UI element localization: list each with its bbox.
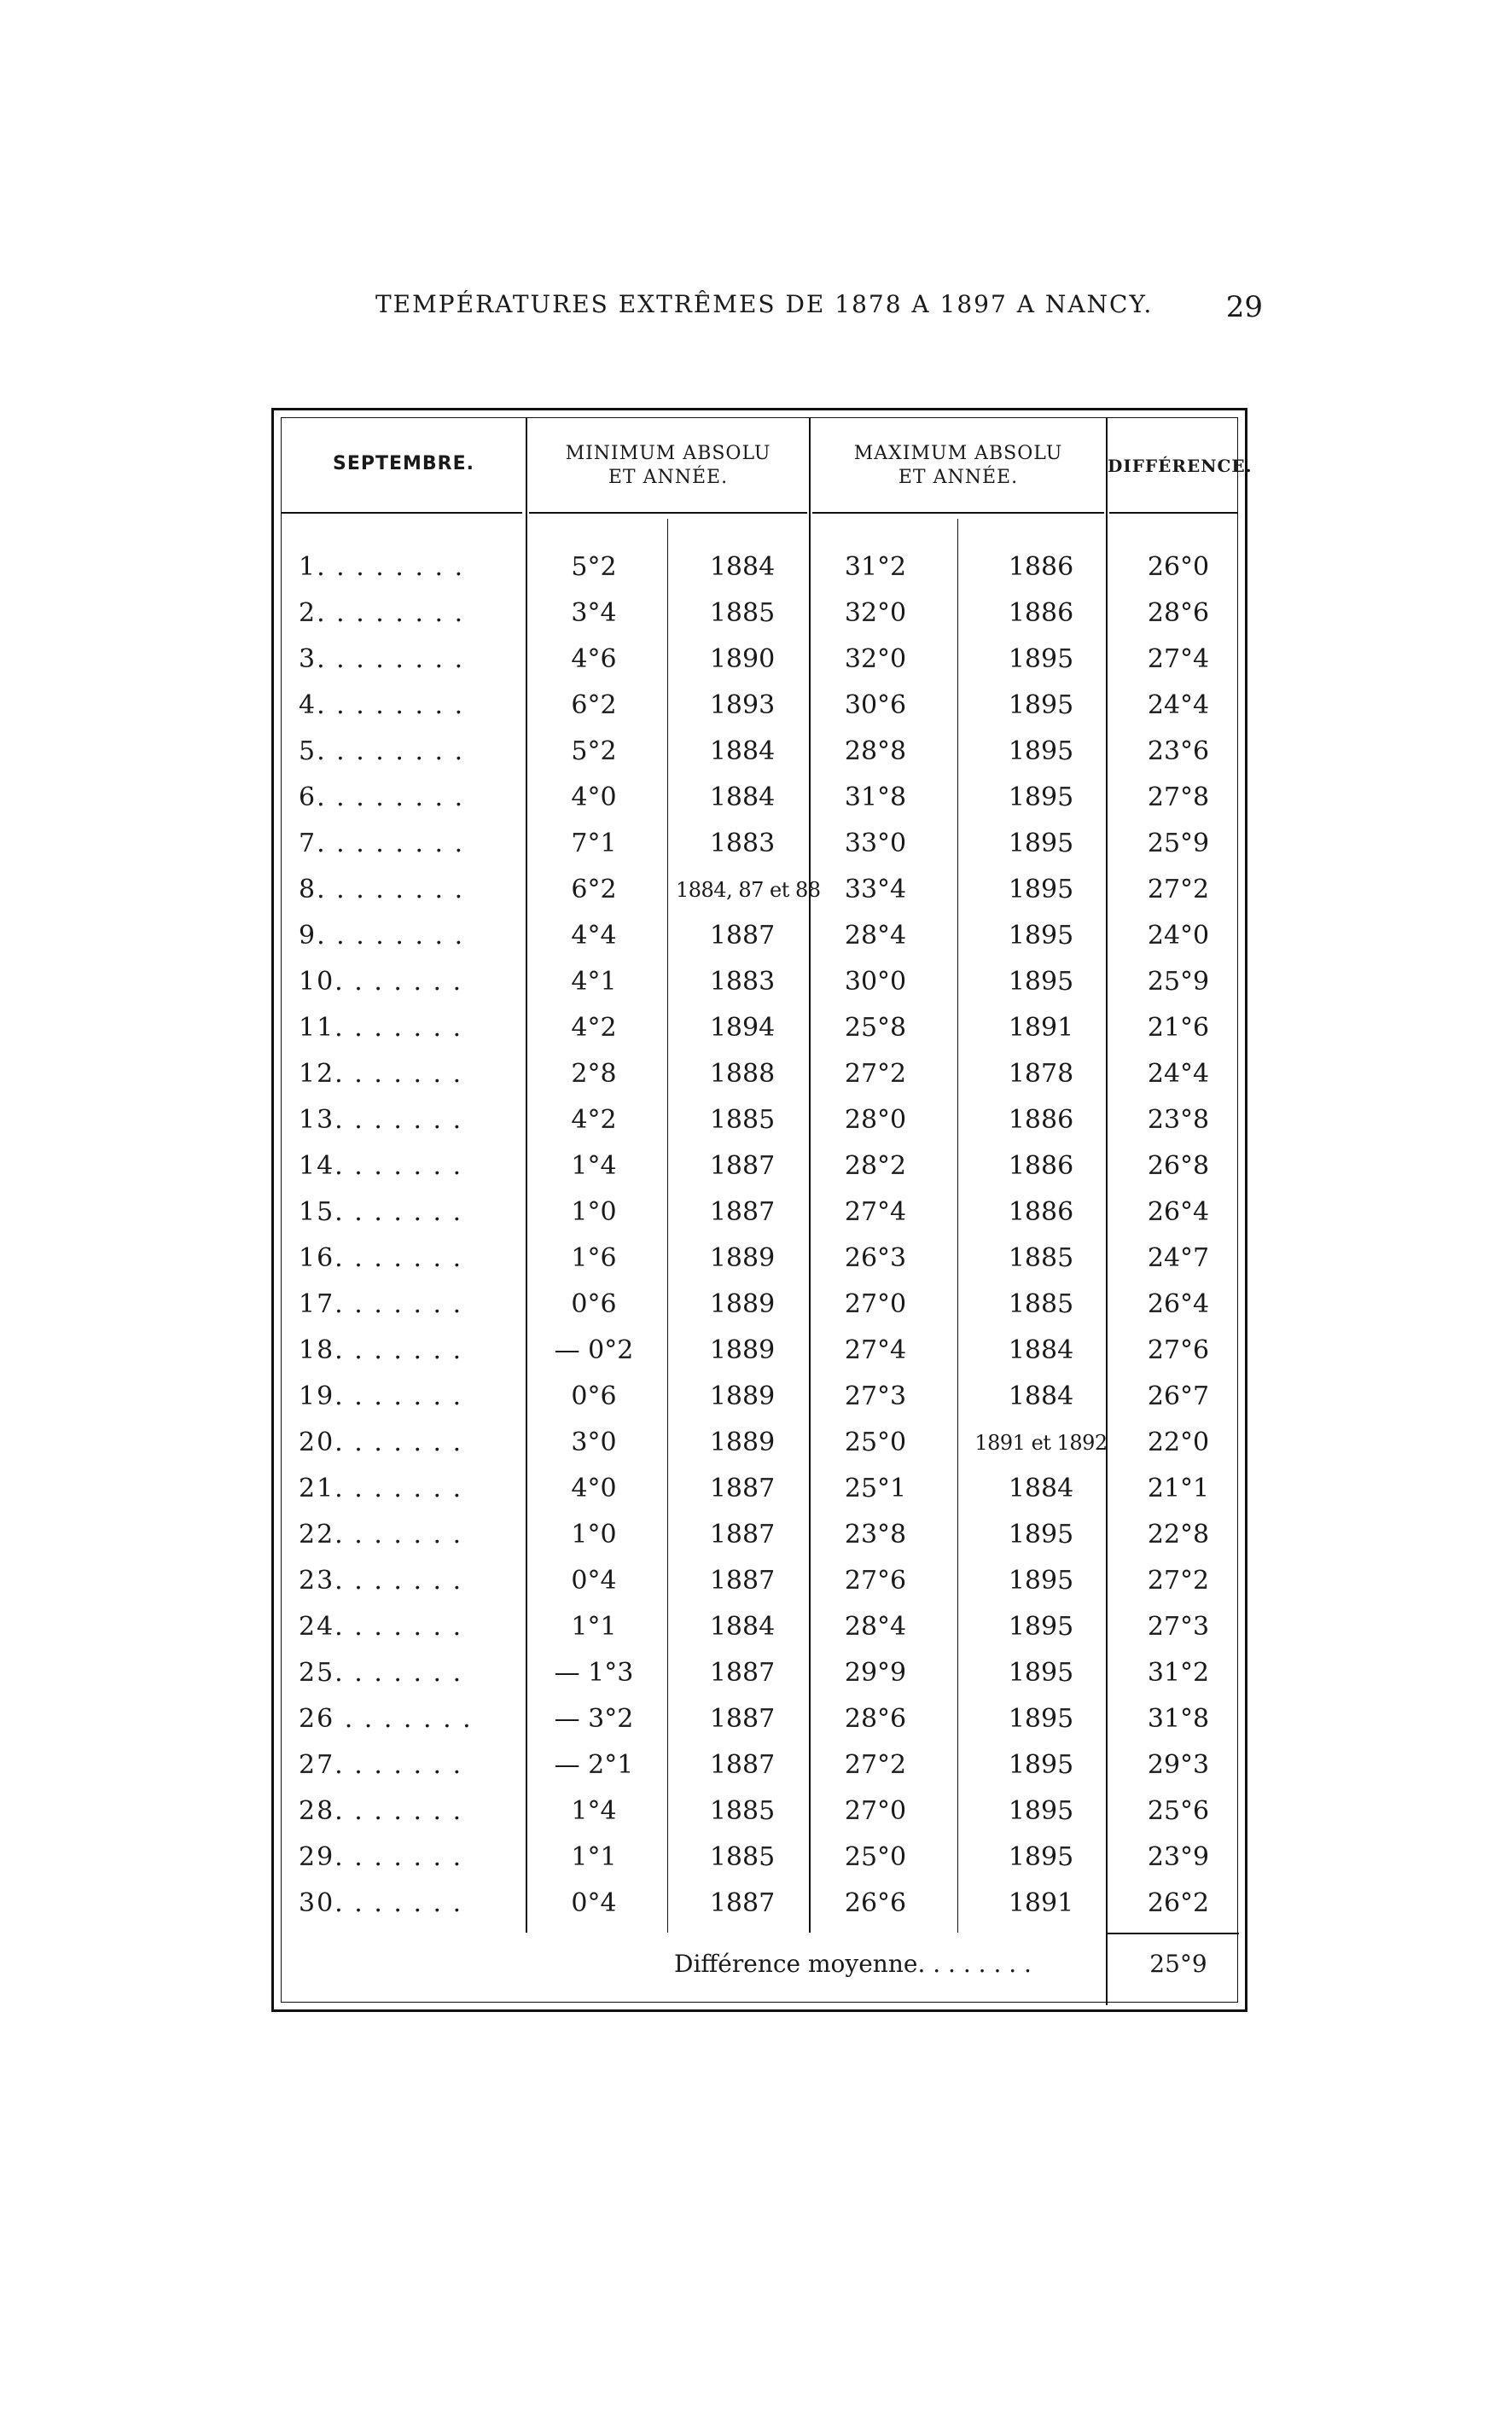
maximum-year-cell: 1878	[1008, 1059, 1074, 1089]
minimum-cell: 1°1	[571, 1842, 617, 1872]
difference-cell: 28°6	[1147, 598, 1210, 628]
header-maximum-line1: MAXIMUM ABSOLU	[853, 443, 1063, 464]
minimum-year-cell: 1887	[709, 1750, 776, 1780]
day-cell: 26 . . . . . . .	[299, 1704, 473, 1734]
minimum-year-cell: 1887	[709, 1566, 776, 1596]
maximum-cell: 25°1	[844, 1474, 907, 1503]
difference-cell: 26°8	[1147, 1151, 1210, 1181]
table-inner-border	[281, 417, 1253, 2003]
day-cell: 10. . . . . . .	[299, 967, 463, 997]
minimum-year-cell: 1885	[709, 1105, 776, 1135]
day-cell: 9. . . . . . . .	[299, 921, 465, 951]
minimum-year-cell: 1884	[709, 736, 776, 766]
header-difference	[1108, 454, 1253, 478]
maximum-cell: 28°2	[844, 1151, 907, 1181]
minimum-cell: 1°4	[571, 1796, 617, 1826]
header-maximum-line2: ET ANNÉE.	[898, 467, 1019, 488]
minimum-year-cell: 1885	[709, 598, 776, 628]
difference-cell: 26°0	[1147, 552, 1210, 582]
day-cell: 30. . . . . . .	[299, 1888, 463, 1918]
minimum-cell: 7°1	[571, 829, 617, 858]
table-row	[282, 1143, 1237, 1189]
table-row	[282, 1051, 1237, 1097]
header-difference-label: DIFFÉRENCE.	[1108, 456, 1253, 476]
maximum-year-cell: 1885	[1008, 1243, 1074, 1273]
table-row	[282, 683, 1237, 729]
minimum-cell: 4°0	[571, 1474, 617, 1503]
maximum-year-cell: 1886	[1008, 598, 1074, 628]
maximum-year-cell: 1895	[1008, 1612, 1074, 1642]
maximum-cell: 27°3	[844, 1381, 907, 1411]
day-cell: 8. . . . . . . .	[299, 875, 465, 904]
table-row	[282, 1466, 1237, 1512]
minimum-cell: 4°1	[571, 967, 617, 997]
maximum-cell: 31°2	[844, 552, 907, 582]
minimum-cell: — 1°3	[554, 1658, 634, 1688]
maximum-cell: 33°4	[844, 875, 907, 904]
day-cell: 15. . . . . . .	[299, 1197, 463, 1227]
maximum-cell: 26°6	[844, 1888, 907, 1918]
minimum-cell: 1°0	[571, 1197, 617, 1227]
minimum-year-cell: 1883	[709, 967, 776, 997]
minimum-cell: 2°8	[571, 1059, 617, 1089]
maximum-year-cell: 1891	[1008, 1013, 1074, 1043]
minimum-cell: 5°2	[571, 736, 617, 766]
maximum-year-cell: 1895	[1008, 1704, 1074, 1734]
maximum-year-cell: 1884	[1008, 1381, 1074, 1411]
minimum-cell: 1°6	[571, 1243, 617, 1273]
difference-cell: 26°2	[1147, 1888, 1210, 1918]
minimum-year-cell: 1883	[709, 829, 776, 858]
maximum-cell: 27°0	[844, 1289, 907, 1319]
header-month-label: SEPTEMBRE.	[332, 453, 475, 474]
table-row	[282, 544, 1237, 590]
minimum-cell: 0°6	[571, 1289, 617, 1319]
maximum-year-cell: 1886	[1008, 1197, 1074, 1227]
table-row	[282, 913, 1237, 959]
day-cell: 17. . . . . . .	[299, 1289, 463, 1319]
table-row	[282, 1558, 1237, 1604]
day-cell: 5. . . . . . . .	[299, 736, 465, 766]
maximum-cell: 27°2	[844, 1059, 907, 1089]
table-row	[282, 729, 1237, 775]
day-cell: 20. . . . . . .	[299, 1428, 463, 1457]
maximum-year-cell: 1884	[1008, 1335, 1074, 1365]
minimum-cell: 0°4	[571, 1566, 617, 1596]
maximum-cell: 25°0	[844, 1842, 907, 1872]
minimum-year-cell: 1887	[709, 1151, 776, 1181]
maximum-year-cell: 1895	[1008, 690, 1074, 720]
difference-cell: 31°8	[1147, 1704, 1210, 1734]
maximum-year-cell: 1886	[1008, 1105, 1074, 1135]
minimum-cell: 6°2	[571, 690, 617, 720]
maximum-year-cell: 1895	[1008, 644, 1074, 674]
maximum-year-cell: 1895	[1008, 875, 1074, 904]
difference-cell: 26°4	[1147, 1197, 1210, 1227]
maximum-year-cell: 1895	[1008, 1750, 1074, 1780]
difference-cell: 22°8	[1147, 1520, 1210, 1550]
day-cell: 16. . . . . . .	[299, 1243, 463, 1273]
minimum-year-cell: 1887	[709, 1658, 776, 1688]
maximum-cell: 28°8	[844, 736, 907, 766]
difference-cell: 21°1	[1147, 1474, 1210, 1503]
difference-cell: 31°2	[1147, 1658, 1210, 1688]
maximum-year-cell: 1885	[1008, 1289, 1074, 1319]
maximum-year-cell: 1895	[1008, 1796, 1074, 1826]
maximum-year-cell: 1895	[1008, 782, 1074, 812]
difference-cell: 23°6	[1147, 736, 1210, 766]
maximum-year-cell: 1895	[1008, 1520, 1074, 1550]
header-minimum	[529, 442, 807, 490]
footer-rule	[1106, 1933, 1239, 1934]
minimum-cell: — 0°2	[554, 1335, 634, 1365]
difference-cell: 25°9	[1147, 829, 1210, 858]
day-cell: 11. . . . . . .	[299, 1013, 463, 1043]
difference-cell: 29°3	[1147, 1750, 1210, 1780]
day-cell: 3. . . . . . . .	[299, 644, 465, 674]
minimum-year-cell: 1887	[709, 1520, 776, 1550]
minimum-cell: 6°2	[571, 875, 617, 904]
difference-cell: 27°8	[1147, 782, 1210, 812]
average-difference-value: 25°9	[1149, 1950, 1207, 1978]
average-difference-label: Différence moyenne. . . . . . . .	[674, 1950, 1032, 1978]
maximum-cell: 27°6	[844, 1566, 907, 1596]
day-cell: 23. . . . . . .	[299, 1566, 463, 1596]
minimum-year-cell: 1887	[709, 921, 776, 951]
table-row	[282, 1835, 1237, 1881]
header-rule	[282, 512, 522, 514]
table-row	[282, 1881, 1237, 1927]
minimum-year-cell: 1893	[709, 690, 776, 720]
maximum-cell: 28°4	[844, 921, 907, 951]
day-cell: 25. . . . . . .	[299, 1658, 463, 1688]
maximum-year-cell: 1895	[1008, 1842, 1074, 1872]
maximum-year-cell: 1895	[1008, 829, 1074, 858]
table-row	[282, 1328, 1237, 1374]
difference-cell: 23°8	[1147, 1105, 1210, 1135]
minimum-cell: 4°6	[571, 644, 617, 674]
maximum-cell: 27°4	[844, 1197, 907, 1227]
minimum-year-cell: 1887	[709, 1197, 776, 1227]
day-cell: 19. . . . . . .	[299, 1381, 463, 1411]
minimum-cell: 0°4	[571, 1888, 617, 1918]
page-title: TEMPÉRATURES EXTRÊMES DE 1878 A 1897 A NANCY.	[375, 290, 1154, 318]
table-row	[282, 1282, 1237, 1328]
table-row	[282, 1420, 1237, 1466]
difference-cell: 24°0	[1147, 921, 1210, 951]
minimum-year-cell: 1885	[709, 1796, 776, 1826]
header-rule	[812, 512, 1104, 514]
table-row	[282, 1097, 1237, 1143]
table-row	[282, 637, 1237, 683]
table-row	[282, 1696, 1237, 1742]
header-month	[282, 452, 526, 476]
minimum-year-cell: 1889	[709, 1243, 776, 1273]
table-row	[282, 1650, 1237, 1696]
minimum-year-cell: 1889	[709, 1428, 776, 1457]
maximum-year-cell: 1895	[1008, 1566, 1074, 1596]
day-cell: 28. . . . . . .	[299, 1796, 463, 1826]
difference-cell: 25°6	[1147, 1796, 1210, 1826]
minimum-year-cell: 1890	[709, 644, 776, 674]
maximum-cell: 27°2	[844, 1750, 907, 1780]
minimum-year-cell: 1884	[709, 1612, 776, 1642]
table-row	[282, 1189, 1237, 1236]
minimum-year-cell: 1889	[709, 1335, 776, 1365]
maximum-cell: 32°0	[844, 644, 907, 674]
difference-cell: 23°9	[1147, 1842, 1210, 1872]
maximum-year-cell: 1886	[1008, 552, 1074, 582]
maximum-cell: 25°0	[844, 1428, 907, 1457]
maximum-cell: 28°6	[844, 1704, 907, 1734]
maximum-cell: 32°0	[844, 598, 907, 628]
minimum-cell: — 2°1	[554, 1750, 634, 1780]
minimum-cell: 3°0	[571, 1428, 617, 1457]
day-cell: 22. . . . . . .	[299, 1520, 463, 1550]
maximum-cell: 26°3	[844, 1243, 907, 1273]
difference-cell: 27°6	[1147, 1335, 1210, 1365]
minimum-year-cell: 1894	[709, 1013, 776, 1043]
maximum-cell: 25°8	[844, 1013, 907, 1043]
table-row	[282, 1374, 1237, 1420]
maximum-year-cell: 1895	[1008, 967, 1074, 997]
table-row	[282, 1512, 1237, 1558]
difference-cell: 24°4	[1147, 690, 1210, 720]
maximum-cell: 29°9	[844, 1658, 907, 1688]
minimum-year-cell: 1887	[709, 1888, 776, 1918]
header-maximum	[812, 442, 1104, 490]
page-number: 29	[1225, 290, 1263, 324]
header-rule	[529, 512, 807, 514]
minimum-year-cell: 1884	[709, 552, 776, 582]
difference-cell: 27°3	[1147, 1612, 1210, 1642]
maximum-year-cell: 1895	[1008, 1658, 1074, 1688]
difference-cell: 22°0	[1147, 1428, 1210, 1457]
day-cell: 18. . . . . . .	[299, 1335, 463, 1365]
maximum-year-cell: 1895	[1008, 736, 1074, 766]
table-row	[282, 1604, 1237, 1650]
difference-cell: 24°4	[1147, 1059, 1210, 1089]
minimum-year-cell: 1887	[709, 1474, 776, 1503]
maximum-cell: 23°8	[844, 1520, 907, 1550]
day-cell: 4. . . . . . . .	[299, 690, 465, 720]
maximum-cell: 27°0	[844, 1796, 907, 1826]
header-minimum-line2: ET ANNÉE.	[608, 467, 729, 488]
minimum-cell: 1°0	[571, 1520, 617, 1550]
minimum-year-cell: 1885	[709, 1842, 776, 1872]
minimum-year-cell: 1889	[709, 1289, 776, 1319]
minimum-year-cell: 1884, 87 et 88	[676, 878, 821, 902]
temperature-table	[271, 408, 1253, 2012]
minimum-cell: 3°4	[571, 598, 617, 628]
header-rule	[1109, 512, 1237, 514]
maximum-cell: 28°4	[844, 1612, 907, 1642]
table-row	[282, 775, 1237, 821]
minimum-cell: 1°4	[571, 1151, 617, 1181]
minimum-cell: 4°0	[571, 782, 617, 812]
minimum-cell: 4°2	[571, 1105, 617, 1135]
minimum-cell: 4°2	[571, 1013, 617, 1043]
maximum-cell: 33°0	[844, 829, 907, 858]
day-cell: 6. . . . . . . .	[299, 782, 465, 812]
maximum-year-cell: 1891 et 1892	[974, 1431, 1108, 1455]
maximum-cell: 28°0	[844, 1105, 907, 1135]
difference-cell: 26°7	[1147, 1381, 1210, 1411]
day-cell: 14. . . . . . .	[299, 1151, 463, 1181]
difference-cell: 27°2	[1147, 875, 1210, 904]
maximum-year-cell: 1895	[1008, 921, 1074, 951]
day-cell: 24. . . . . . .	[299, 1612, 463, 1642]
difference-cell: 26°4	[1147, 1289, 1210, 1319]
day-cell: 13. . . . . . .	[299, 1105, 463, 1135]
maximum-cell: 31°8	[844, 782, 907, 812]
header-minimum-line1: MINIMUM ABSOLU	[565, 443, 771, 464]
maximum-year-cell: 1891	[1008, 1888, 1074, 1918]
table-row	[282, 1788, 1237, 1835]
table-row	[282, 959, 1237, 1005]
maximum-cell: 30°6	[844, 690, 907, 720]
difference-cell: 21°6	[1147, 1013, 1210, 1043]
minimum-year-cell: 1887	[709, 1704, 776, 1734]
table-row	[282, 1005, 1237, 1051]
day-cell: 12. . . . . . .	[299, 1059, 463, 1089]
maximum-year-cell: 1884	[1008, 1474, 1074, 1503]
minimum-cell: 5°2	[571, 552, 617, 582]
minimum-year-cell: 1888	[709, 1059, 776, 1089]
minimum-year-cell: 1889	[709, 1381, 776, 1411]
table-row	[282, 867, 1237, 913]
maximum-year-cell: 1886	[1008, 1151, 1074, 1181]
table-row	[282, 1236, 1237, 1282]
minimum-cell: 0°6	[571, 1381, 617, 1411]
difference-cell: 27°4	[1147, 644, 1210, 674]
day-cell: 21. . . . . . .	[299, 1474, 463, 1503]
day-cell: 7. . . . . . . .	[299, 829, 465, 858]
difference-cell: 27°2	[1147, 1566, 1210, 1596]
minimum-cell: 1°1	[571, 1612, 617, 1642]
day-cell: 2. . . . . . . .	[299, 598, 465, 628]
maximum-cell: 27°4	[844, 1335, 907, 1365]
difference-cell: 25°9	[1147, 967, 1210, 997]
running-head	[375, 290, 1263, 333]
minimum-year-cell: 1884	[709, 782, 776, 812]
difference-cell: 24°7	[1147, 1243, 1210, 1273]
table-row	[282, 821, 1237, 867]
table-row	[282, 590, 1237, 637]
minimum-cell: — 3°2	[554, 1704, 634, 1734]
maximum-cell: 30°0	[844, 967, 907, 997]
table-row	[282, 1742, 1237, 1788]
day-cell: 27. . . . . . .	[299, 1750, 463, 1780]
day-cell: 1. . . . . . . .	[299, 552, 465, 582]
day-cell: 29. . . . . . .	[299, 1842, 463, 1872]
minimum-cell: 4°4	[571, 921, 617, 951]
